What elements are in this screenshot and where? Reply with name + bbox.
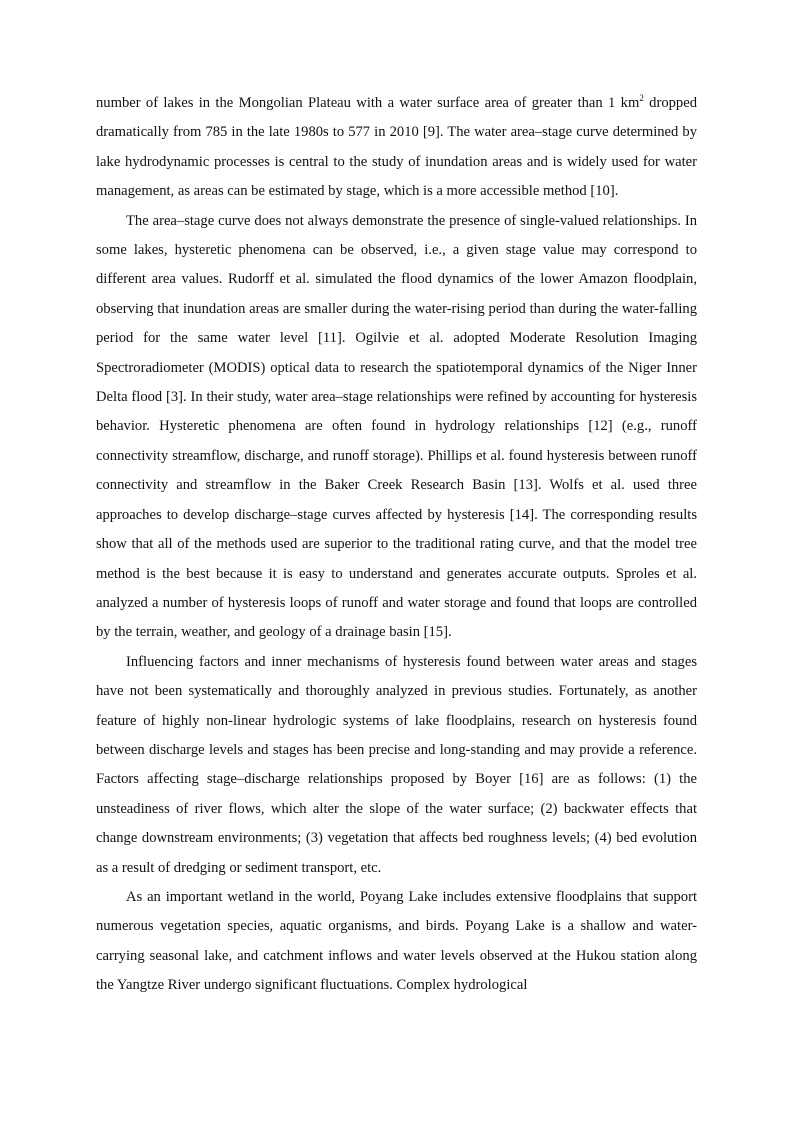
paragraph-4: As an important wetland in the world, Poyang Lake includes extensive floodplains that support numerous vegetation species, aquatic organisms, and birds. Poyang Lake is a shallow and water-carrying seasonal lake, and catchment inflows and water levels observed at the Hukou station along the Yangtze River undergo significant fluctuations. Complex hydrological (96, 888, 697, 994)
paragraph-3: Influencing factors and inner mechanisms of hysteresis found between water areas and stages have not been systematically and thoroughly analyzed in previous studies. Fortunately, as another feature of highly non-linear hydrologic systems of lake floodplains, research on hysteresis found between discharge levels and stages has been precise and long-standing and may provide a reference. Factors affecting stage–discharge relationships proposed by Boyer [16] are as follows: (1) the unsteadiness of river flows, which alter the slope of the water surface; (2) backwater effects that change downstream environments; (3) vegetation that affects bed roughness levels; (4) bed evolution as a result of dredging or sediment transport, etc. (96, 653, 697, 876)
km-squared-superscript: 2 (639, 93, 644, 103)
paragraph-1 (96, 89, 697, 207)
paragraph-2: The area–stage curve does not always demonstrate the presence of single-valued relationships. In some lakes, hysteretic phenomena can be observed, i.e., a given stage value may correspond to different area values. Rudorff et al. simulated the flood dynamics of the lower Amazon floodplain, observing that inundation areas are smaller during the water-rising period than during the water-falling period for the same water level [11]. Ogilvie et al. adopted Moderate Resolution Imaging Spectroradiometer (MODIS) optical data to research the spatiotemporal dynamics of the Niger Inner Delta flood [3]. In their study, water area–stage relationships were refined by accounting for hysteresis behavior. Hysteretic phenomena are often found in hydrology relationships [12] (e.g., runoff connectivity streamflow, discharge, and runoff storage). Phillips et al. found hysteresis between runoff connectivity and streamflow in the Baker Creek Research Basin [13]. Wolfs et al. used three approaches to develop discharge–stage curves affected by hysteresis [14]. The corresponding results show that all of the methods used are superior to the traditional rating curve, and that the model tree method is the best because it is easy to understand and generates accurate outputs. Sproles et al. analyzed a number of hysteresis loops of runoff and water storage and found that loops are controlled by the terrain, weather, and geology of a drainage basin [15]. (96, 212, 697, 641)
document-body (96, 89, 697, 1001)
paragraph-1-text-start: number of lakes in the Mongolian Plateau with a water surface area of greater than 1 km (96, 95, 640, 111)
paragraph-1-text-end: dropped dramatically from 785 in the late 1980s to 577 in 2010 [9]. The water area–stage curve determined by lake hydrodynamic processes is central to the study of inundation areas and is widely used for water management, as areas can be estimated by stage, which is a more accessible method [10]. (96, 95, 697, 200)
